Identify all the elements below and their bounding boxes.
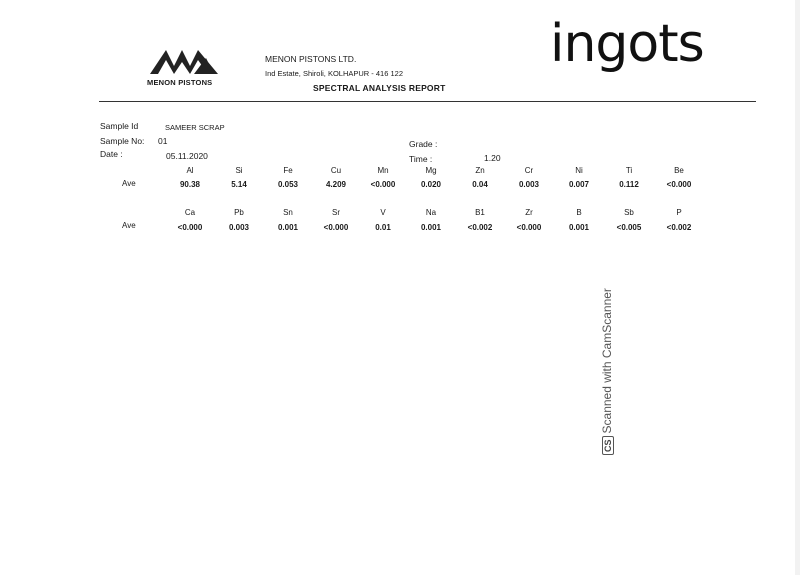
element-header: Sb <box>624 208 634 217</box>
element-value: 0.112 <box>619 180 639 189</box>
element-value: 0.020 <box>420 180 442 189</box>
element-header: Mg <box>425 166 437 175</box>
element-value: <0.000 <box>370 180 396 189</box>
element-value: 0.003 <box>518 180 540 189</box>
element-header: V <box>380 208 386 217</box>
element-header: Ti <box>625 166 633 175</box>
element-value: 0.001 <box>568 223 590 232</box>
handwritten-annotation: ingots <box>550 14 704 74</box>
date-label: Date : <box>100 149 123 159</box>
element-header: Si <box>235 166 243 175</box>
element-value: 0.04 <box>472 180 488 189</box>
element-header: Sn <box>283 208 293 217</box>
header-divider <box>99 101 756 102</box>
scan-edge <box>795 0 800 575</box>
sample-id-label: Sample Id <box>100 121 139 131</box>
sample-id-value: SAMEER SCRAP <box>165 123 225 132</box>
report-title: SPECTRAL ANALYSIS REPORT <box>313 83 446 93</box>
element-header: Cu <box>330 166 342 175</box>
element-value: <0.000 <box>666 180 692 189</box>
table1-row-label: Ave <box>122 179 136 188</box>
element-value: 0.001 <box>277 223 299 232</box>
element-header: Zr <box>525 208 533 217</box>
element-value: 5.14 <box>231 180 247 189</box>
time-label: Time : <box>409 154 433 164</box>
element-header: Ni <box>575 166 583 175</box>
element-header: B <box>576 208 582 217</box>
time-value: 1.20 <box>484 153 501 163</box>
element-header: Zn <box>475 166 485 175</box>
camscanner-text: Scanned with CamScanner <box>600 288 614 434</box>
element-value: <0.002 <box>666 223 692 232</box>
element-header: Be <box>674 166 684 175</box>
element-header: Cr <box>524 166 534 175</box>
element-value: <0.000 <box>177 223 203 232</box>
element-header: B1 <box>475 208 485 217</box>
company-name: MENON PISTONS LTD. <box>265 54 357 64</box>
element-value: 0.01 <box>375 223 391 232</box>
element-value: 90.38 <box>179 180 201 189</box>
element-value: <0.000 <box>323 223 349 232</box>
camscanner-watermark <box>600 75 614 455</box>
element-header: Al <box>186 166 194 175</box>
element-value: <0.005 <box>616 223 642 232</box>
element-header: Pb <box>234 208 244 217</box>
element-header: Mn <box>377 166 389 175</box>
company-address: Ind Estate, Shiroli, KOLHAPUR - 416 122 <box>265 69 403 78</box>
element-header: Ca <box>184 208 196 217</box>
date-value: 05.11.2020 <box>166 151 208 161</box>
table2-row-label: Ave <box>122 221 136 230</box>
element-value: 0.007 <box>568 180 590 189</box>
element-value: 0.003 <box>228 223 250 232</box>
element-header: Fe <box>283 166 293 175</box>
logo-wordmark: MENON PISTONS <box>147 78 213 87</box>
sample-no-label: Sample No: <box>100 136 145 146</box>
element-value: 4.209 <box>325 180 347 189</box>
element-value: 0.001 <box>420 223 442 232</box>
camscanner-badge-icon: CS <box>602 436 614 455</box>
element-value: 0.053 <box>277 180 299 189</box>
element-value: <0.000 <box>516 223 542 232</box>
element-header: Na <box>425 208 437 217</box>
sample-no-value: 01 <box>158 136 168 146</box>
element-header: Sr <box>332 208 340 217</box>
element-header: P <box>676 208 682 217</box>
element-value: <0.002 <box>467 223 493 232</box>
grade-label: Grade : <box>409 139 438 149</box>
